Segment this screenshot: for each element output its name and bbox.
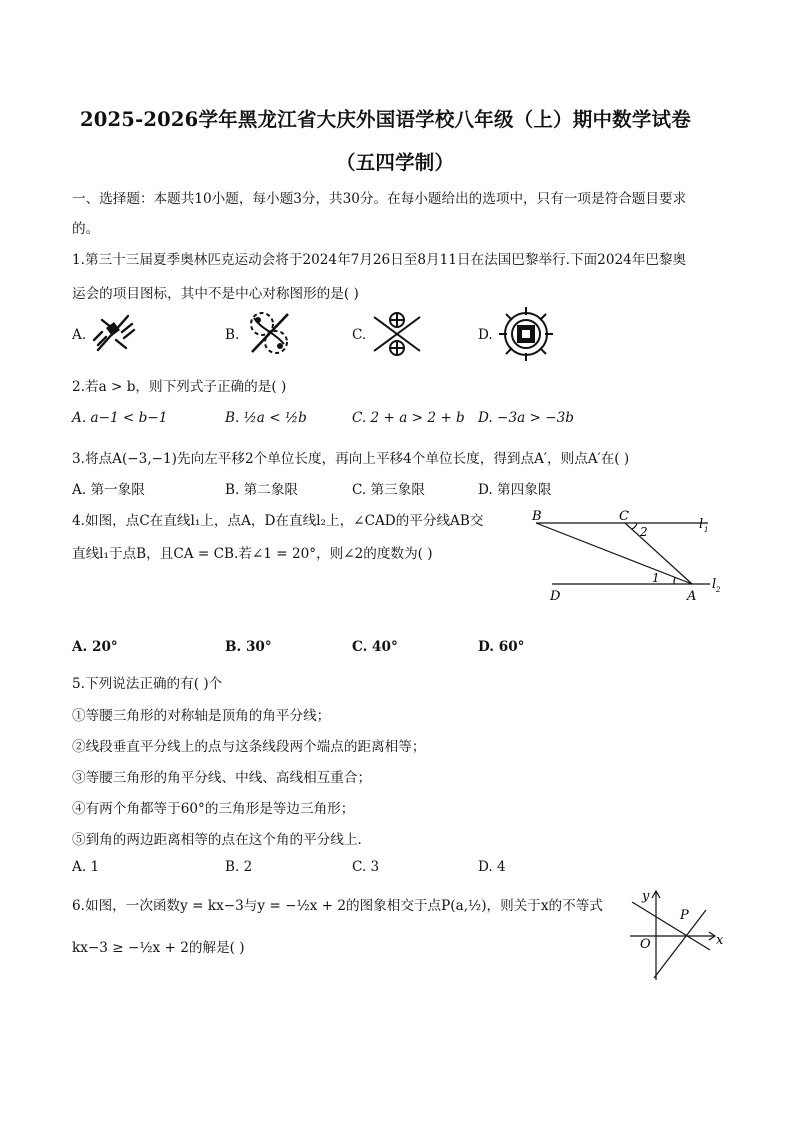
- label-y: y: [642, 889, 650, 904]
- q5-statement-5: ⑤到角的两边距离相等的点在这个角的平分线上.: [72, 832, 362, 848]
- exam-title: 2025-2026学年黑龙江省大庆外国语学校八年级（上）期中数学试卷: [80, 108, 691, 131]
- q2-option-b: B. ½a < ½b: [225, 410, 307, 426]
- q3-option-c: C. 第三象限: [352, 482, 425, 498]
- sport-icon-c: [370, 309, 424, 359]
- label-d: D: [550, 589, 561, 604]
- q4-option-b: B. 30°: [225, 639, 272, 655]
- q2-stem: 2.若a > b，则下列式子正确的是( ): [72, 379, 287, 395]
- q1-stem-line2: 运会的项目图标，其中不是中心对称图形的是( ): [72, 286, 359, 302]
- label-l1: l: [699, 517, 704, 532]
- label-angle-2: 2: [640, 525, 648, 539]
- section-instructions-line1: 一、选择题：本题共10小题，每小题3分，共30分。在每小题给出的选项中，只有一项是符合题目要求: [72, 191, 687, 207]
- q5-stem: 5.下列说法正确的有( )个: [72, 676, 223, 692]
- q1-option-d-label: D.: [478, 327, 493, 343]
- q2-option-a: A. a−1 < b−1: [72, 410, 168, 426]
- label-x: x: [716, 933, 724, 948]
- label-c: C: [619, 509, 629, 524]
- q4-geometry-figure: [528, 504, 728, 604]
- q3-option-b: B. 第二象限: [225, 482, 299, 498]
- q5-statement-3: ③等腰三角形的角平分线、中线、高线相互重合；: [72, 770, 372, 786]
- exam-subtitle: （五四学制）: [336, 151, 455, 174]
- q5-option-d: D. 4: [478, 859, 506, 875]
- q5-option-c: C. 3: [352, 859, 380, 875]
- label-b: B: [532, 509, 542, 524]
- q6-graph-figure: [626, 886, 726, 982]
- segment-ab: [536, 523, 692, 584]
- q3-option-d: D. 第四象限: [478, 482, 552, 498]
- q5-statement-2: ②线段垂直平分线上的点与这条线段两个端点的距离相等；: [72, 739, 426, 755]
- label-l1-sub: 1: [704, 526, 709, 534]
- q4-stem-line1: 4.如图，点C在直线l₁上，点A，D在直线l₂上，∠CAD的平分线AB交: [72, 513, 484, 529]
- q1-option-a-label: A.: [72, 327, 87, 343]
- label-o: O: [640, 937, 651, 952]
- q4-option-c: C. 40°: [352, 639, 398, 655]
- q1-option-c-label: C.: [352, 327, 367, 343]
- q3-option-a: A. 第一象限: [72, 482, 145, 498]
- sport-icon-b: [244, 308, 294, 358]
- q2-option-c: C. 2 + a > 2 + b: [352, 410, 465, 426]
- q4-option-d: D. 60°: [478, 639, 525, 655]
- q1-option-b-label: B.: [225, 327, 240, 343]
- section-instructions-line2: 的。: [72, 221, 100, 237]
- q3-stem: 3.将点A(−3,−1)先向左平移2个单位长度，再向上平移4个单位长度，得到点A′，则点A′在( ): [72, 451, 630, 467]
- q5-option-a: A. 1: [72, 859, 100, 875]
- sport-icon-d: [498, 306, 554, 362]
- q5-statement-1: ①等腰三角形的对称轴是顶角的角平分线；: [72, 708, 331, 724]
- q5-statement-4: ④有两个角都等于60°的三角形是等边三角形；: [72, 801, 355, 817]
- q4-option-a: A. 20°: [72, 639, 118, 655]
- label-a: A: [687, 589, 697, 604]
- q1-stem-line1: 1.第三十三届夏季奥林匹克运动会将于2024年7月26日至8月11日在法国巴黎举行.下面2024年巴黎奥: [72, 252, 687, 268]
- q5-option-b: B. 2: [225, 859, 253, 875]
- label-l2-sub: 2: [716, 586, 721, 594]
- q6-stem-line2: kx−3 ≥ −½x + 2的解是( ): [72, 940, 245, 956]
- label-p: P: [680, 908, 689, 923]
- q4-stem-line2: 直线l₁于点B，且CA = CB.若∠1 = 20°，则∠2的度数为( ): [72, 546, 433, 562]
- q2-option-d: D. −3a > −3b: [478, 410, 574, 426]
- label-angle-1: 1: [652, 571, 660, 585]
- q6-stem-line1: 6.如图，一次函数y = kx−3与y = −½x + 2的图象相交于点P(a,½)，则关于x的不等式: [72, 898, 603, 914]
- label-l2: l: [712, 577, 717, 592]
- sport-icon-a: [92, 310, 136, 356]
